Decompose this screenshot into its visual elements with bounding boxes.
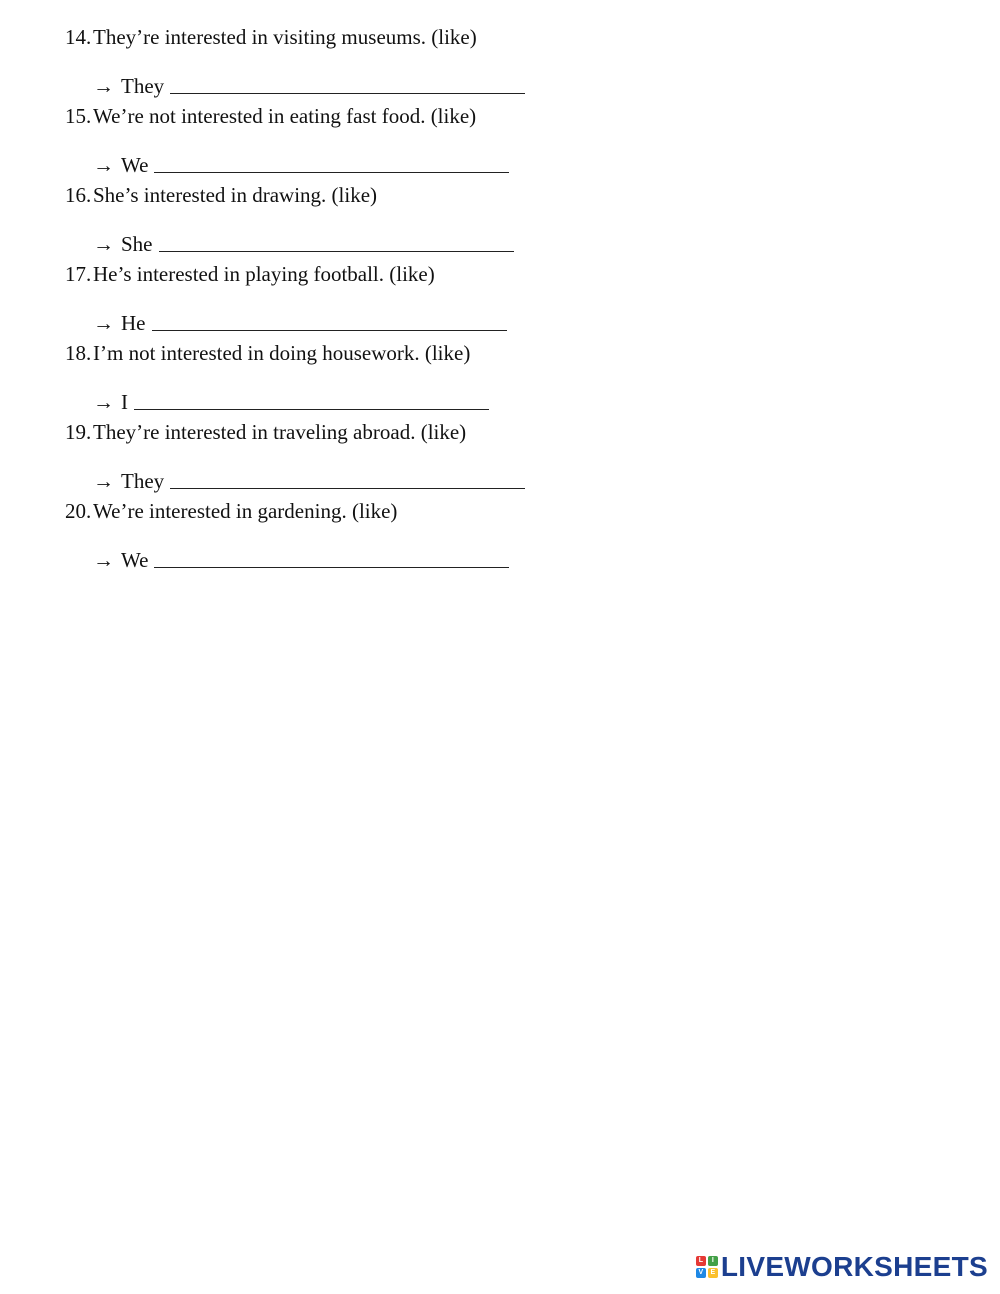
- question-text: They’re interested in visiting museums. (like): [93, 25, 477, 49]
- answer-input-19[interactable]: [170, 466, 525, 489]
- question-text: We’re interested in gardening. (like): [93, 499, 398, 523]
- mark-cell-l: L: [696, 1256, 706, 1266]
- answer-input-20[interactable]: [154, 545, 509, 568]
- question-row: [65, 338, 765, 377]
- answer-row: [65, 298, 765, 338]
- question-number: 15.: [65, 104, 92, 128]
- exercise-19: [65, 417, 765, 496]
- answer-input-14[interactable]: [170, 71, 525, 94]
- question-row: [65, 101, 765, 140]
- question-number: 16.: [65, 183, 92, 207]
- answer-subject: We: [121, 548, 149, 572]
- answer-subject: They: [121, 469, 165, 493]
- question-text: She’s interested in drawing. (like): [93, 183, 378, 207]
- answer-input-18[interactable]: [134, 387, 489, 410]
- question-row: [65, 417, 765, 456]
- arrow-icon: →: [93, 390, 114, 414]
- question-text: He’s interested in playing football. (like): [93, 262, 435, 286]
- arrow-icon: →: [93, 153, 114, 177]
- exercise-20: [65, 496, 765, 575]
- question-number: 14.: [65, 25, 92, 49]
- answer-subject: I: [121, 390, 128, 414]
- exercise-18: [65, 338, 765, 417]
- arrow-icon: →: [93, 232, 114, 256]
- question-number: 19.: [65, 420, 92, 444]
- mark-cell-v: V: [696, 1268, 706, 1278]
- question-number: 20.: [65, 499, 92, 523]
- liveworksheets-logo: [696, 1253, 988, 1281]
- answer-subject: We: [121, 153, 149, 177]
- answer-row: [65, 61, 765, 101]
- question-row: [65, 22, 765, 61]
- answer-row: [65, 140, 765, 180]
- arrow-icon: →: [93, 74, 114, 98]
- liveworksheets-mark-icon: [696, 1256, 718, 1278]
- answer-subject: He: [121, 311, 146, 335]
- answer-row: [65, 535, 765, 575]
- question-row: [65, 259, 765, 298]
- mark-cell-i: I: [708, 1256, 718, 1266]
- arrow-icon: →: [93, 548, 114, 572]
- mark-cell-e: E: [708, 1268, 718, 1278]
- exercise-17: [65, 259, 765, 338]
- brand-text: LIVEWORKSHEETS: [720, 1251, 988, 1282]
- exercise-16: [65, 180, 765, 259]
- question-number: 18.: [65, 341, 92, 365]
- exercise-15: [65, 101, 765, 180]
- question-text: We’re not interested in eating fast food. (like): [93, 104, 477, 128]
- answer-input-15[interactable]: [154, 150, 509, 173]
- answer-subject: They: [121, 74, 165, 98]
- arrow-icon: →: [93, 469, 114, 493]
- question-row: [65, 496, 765, 535]
- question-row: [65, 180, 765, 219]
- question-text: They’re interested in traveling abroad. (like): [93, 420, 467, 444]
- answer-row: [65, 456, 765, 496]
- exercise-14: [65, 22, 765, 101]
- question-text: I’m not interested in doing housework. (like): [93, 341, 471, 365]
- answer-row: [65, 219, 765, 259]
- answer-row: [65, 377, 765, 417]
- answer-input-16[interactable]: [159, 229, 514, 252]
- arrow-icon: →: [93, 311, 114, 335]
- answer-subject: She: [121, 232, 153, 256]
- question-number: 17.: [65, 262, 92, 286]
- answer-input-17[interactable]: [152, 308, 507, 331]
- worksheet: [65, 22, 765, 575]
